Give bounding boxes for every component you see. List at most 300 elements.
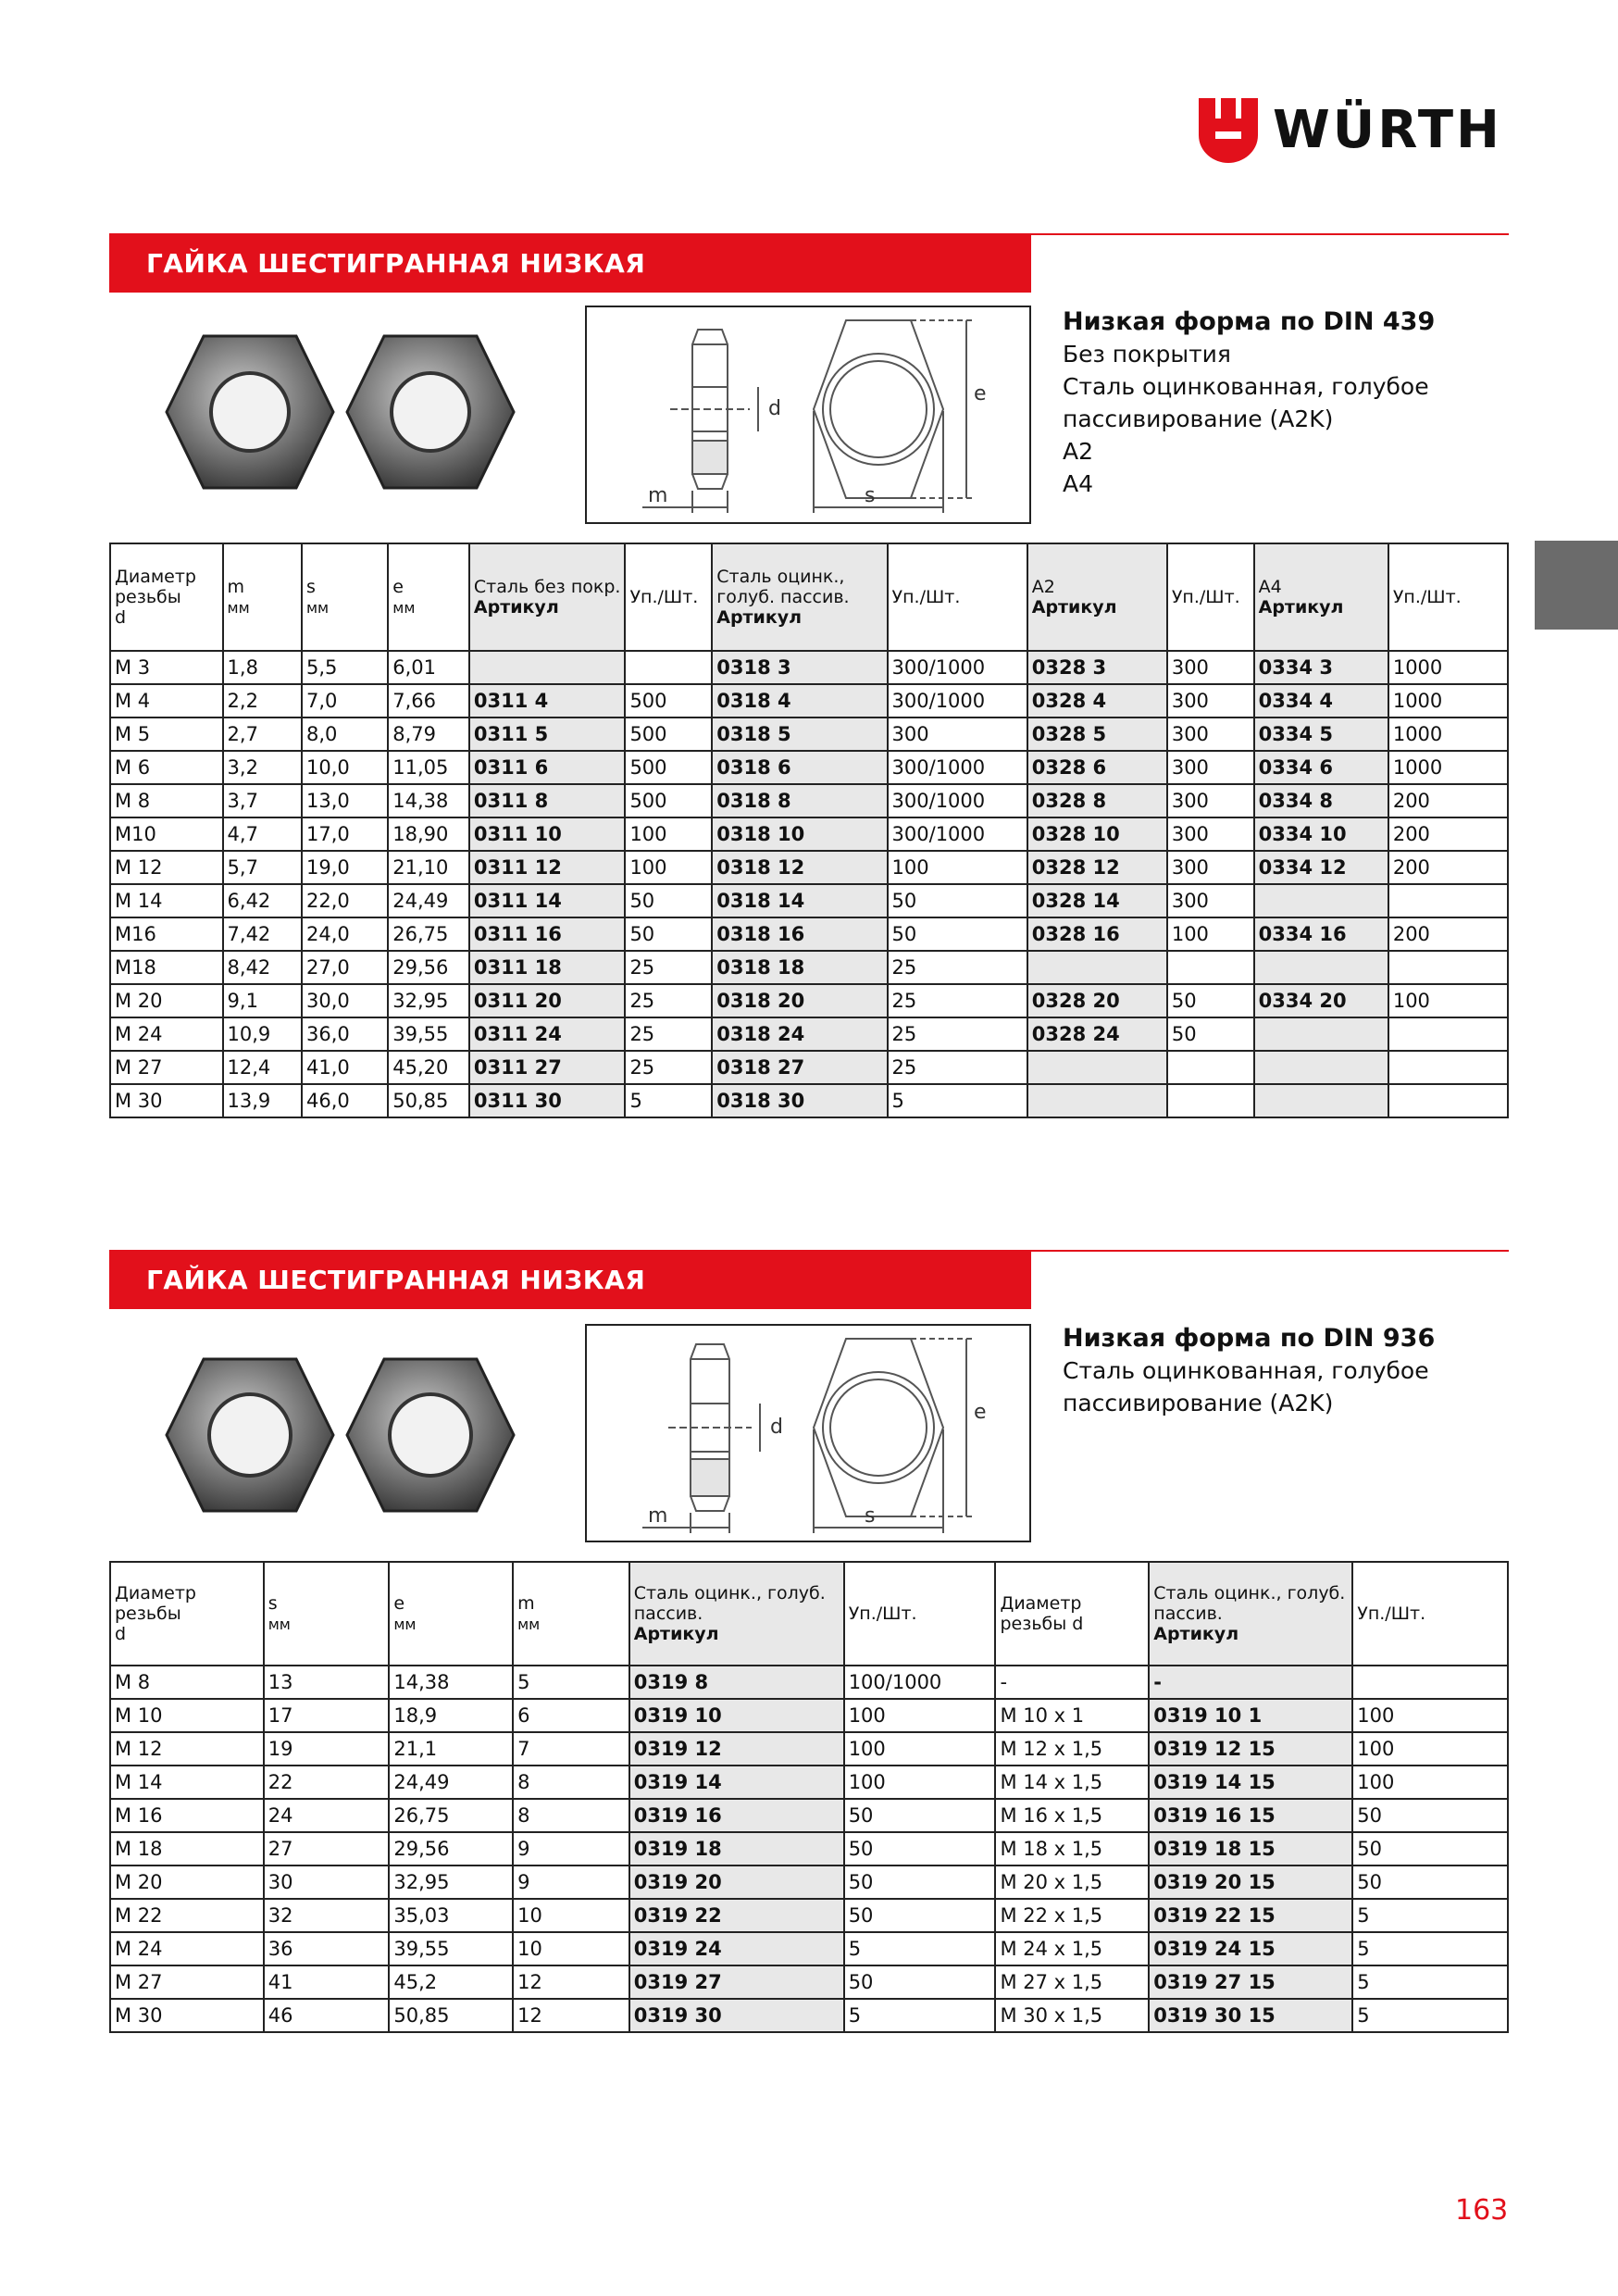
table-cell — [1388, 951, 1508, 984]
table-cell: 41 — [264, 1965, 390, 1999]
table-cell: 0319 18 — [629, 1832, 844, 1866]
table-cell: 0328 20 — [1027, 984, 1167, 1017]
table-cell: M 10 — [110, 1699, 264, 1732]
table-cell: 0334 16 — [1254, 917, 1388, 951]
table-cell: 29,56 — [388, 951, 469, 984]
table-cell: 27 — [264, 1832, 390, 1866]
table-row — [110, 1799, 1508, 1832]
table-cell: 21,10 — [388, 851, 469, 884]
section2-table — [109, 1561, 1509, 2033]
table-cell: 0318 6 — [712, 751, 887, 784]
table-cell: 0319 22 — [629, 1899, 844, 1932]
table-cell: 9 — [513, 1866, 629, 1899]
table-cell: 0318 24 — [712, 1017, 887, 1051]
diagram2-label-m: m — [648, 1504, 668, 1528]
table-cell: 0328 8 — [1027, 784, 1167, 817]
table-cell: 300 — [888, 718, 1027, 751]
table-cell — [1254, 1051, 1388, 1084]
diagram2-label-s: s — [865, 1504, 876, 1528]
section1-desc-line: A2 — [1063, 438, 1094, 465]
table-cell: 300 — [1167, 851, 1254, 884]
table-cell: 0318 16 — [712, 917, 887, 951]
table-cell: 0319 14 15 — [1149, 1766, 1352, 1799]
table-cell — [469, 651, 626, 684]
table-cell: 0334 5 — [1254, 718, 1388, 751]
table-cell: 13,0 — [302, 784, 388, 817]
table-cell: 0319 10 — [629, 1699, 844, 1732]
table-cell: 26,75 — [389, 1799, 513, 1832]
table-cell: 8 — [513, 1766, 629, 1799]
table-row — [110, 1017, 1508, 1051]
table-row — [110, 1932, 1508, 1965]
table-cell — [1388, 1051, 1508, 1084]
table-cell: 300 — [1167, 684, 1254, 718]
table-cell: 25 — [888, 951, 1027, 984]
table-cell: 3,7 — [223, 784, 302, 817]
header-e: e мм — [389, 1562, 513, 1666]
header-zinc-article: Сталь оцинк., голуб. пассив. Артикул — [629, 1562, 844, 1666]
table-cell: 0319 30 15 — [1149, 1999, 1352, 2032]
section1-desc-line: пассивирование (A2K) — [1063, 406, 1334, 432]
table-cell: 0318 30 — [712, 1084, 887, 1117]
table-row — [110, 1999, 1508, 2032]
table-cell: 13 — [264, 1666, 390, 1699]
table-row — [110, 817, 1508, 851]
table-cell: 0311 6 — [469, 751, 626, 784]
table-cell — [1167, 1084, 1254, 1117]
table-cell: 0328 16 — [1027, 917, 1167, 951]
table-cell: 50,85 — [388, 1084, 469, 1117]
table-cell: 0311 27 — [469, 1051, 626, 1084]
section2-desc-line: пассивирование (A2K) — [1063, 1390, 1334, 1416]
diagram1-label-e: e — [974, 382, 987, 406]
table-cell: 0319 24 15 — [1149, 1932, 1352, 1965]
table-cell: M 27 — [110, 1965, 264, 1999]
table-cell: 10,9 — [223, 1017, 302, 1051]
section2-nut-photo — [148, 1342, 518, 1528]
table-cell: 0311 18 — [469, 951, 626, 984]
table-cell: 5 — [1352, 1999, 1508, 2032]
table-cell: 0319 16 — [629, 1799, 844, 1832]
table-cell: 0328 4 — [1027, 684, 1167, 718]
table-cell: 25 — [888, 1017, 1027, 1051]
table-cell: 200 — [1388, 817, 1508, 851]
table-cell — [1388, 1084, 1508, 1117]
section2-standard: Низкая форма по DIN 936 — [1063, 1324, 1436, 1353]
table-cell — [1254, 1084, 1388, 1117]
header-s: s мм — [264, 1562, 390, 1666]
table-cell: 0334 12 — [1254, 851, 1388, 884]
table-cell: 36 — [264, 1932, 390, 1965]
table-cell: 21,1 — [389, 1732, 513, 1766]
table-cell: 25 — [888, 984, 1027, 1017]
table-cell: 100 — [625, 851, 712, 884]
table-cell: 0319 10 1 — [1149, 1699, 1352, 1732]
table-cell: 24,49 — [388, 884, 469, 917]
wurth-logo-icon — [1199, 98, 1258, 163]
table-cell — [1254, 884, 1388, 917]
table-row — [110, 1699, 1508, 1732]
table-cell: M 14 — [110, 884, 223, 917]
table-cell: M 24 — [110, 1932, 264, 1965]
table-cell: 14,38 — [388, 784, 469, 817]
table-cell: 36,0 — [302, 1017, 388, 1051]
table-row — [110, 951, 1508, 984]
table-cell: M 12 — [110, 1732, 264, 1766]
table-cell: 50 — [844, 1899, 996, 1932]
table-cell: M 20 — [110, 984, 223, 1017]
table-cell: 39,55 — [389, 1932, 513, 1965]
table-cell: 5 — [625, 1084, 712, 1117]
header-a2-article: A2 Артикул — [1027, 543, 1167, 651]
table-cell: 0328 5 — [1027, 718, 1167, 751]
table-cell: 7 — [513, 1732, 629, 1766]
table-cell: 26,75 — [388, 917, 469, 951]
table-cell: 19 — [264, 1732, 390, 1766]
table-cell: 0319 16 15 — [1149, 1799, 1352, 1832]
table-cell: M 22 x 1,5 — [995, 1899, 1149, 1932]
section1-standard: Низкая форма по DIN 439 — [1063, 307, 1436, 336]
table-cell: 0311 4 — [469, 684, 626, 718]
table-cell: 0334 20 — [1254, 984, 1388, 1017]
table-cell: 32 — [264, 1899, 390, 1932]
header-e: e мм — [388, 543, 469, 651]
table-cell: 30 — [264, 1866, 390, 1899]
table-cell: 0318 5 — [712, 718, 887, 751]
table-cell: 0319 30 — [629, 1999, 844, 2032]
table-cell: M 12 — [110, 851, 223, 884]
section1-nut-photo — [148, 319, 518, 505]
table-cell: 100 — [1352, 1699, 1508, 1732]
table-cell: 6 — [513, 1699, 629, 1732]
table-cell: M 24 x 1,5 — [995, 1932, 1149, 1965]
table-cell: 300 — [1167, 718, 1254, 751]
table-cell: 300 — [1167, 817, 1254, 851]
table-cell — [1167, 1051, 1254, 1084]
header-pack: Уп./Шт. — [625, 543, 712, 651]
table-cell: M 4 — [110, 684, 223, 718]
table-cell — [1027, 1084, 1167, 1117]
table-cell: 50 — [844, 1866, 996, 1899]
table-cell: 50 — [625, 917, 712, 951]
table-cell: 300/1000 — [888, 817, 1027, 851]
table-cell: 300 — [1167, 751, 1254, 784]
table-cell: 0311 14 — [469, 884, 626, 917]
section1-desc-line: Без покрытия — [1063, 341, 1231, 368]
table-cell: 0328 6 — [1027, 751, 1167, 784]
table-cell: 9 — [513, 1832, 629, 1866]
table-cell: 300 — [1167, 651, 1254, 684]
table-cell: M 12 x 1,5 — [995, 1732, 1149, 1766]
table-cell: 25 — [625, 1051, 712, 1084]
table-cell — [1388, 884, 1508, 917]
table-cell: 300/1000 — [888, 784, 1027, 817]
diagram1-label-d: d — [768, 397, 781, 420]
table-cell: 200 — [1388, 917, 1508, 951]
table-cell: 50 — [844, 1965, 996, 1999]
table-cell: 0311 20 — [469, 984, 626, 1017]
table-cell: 10 — [513, 1932, 629, 1965]
table-cell: 14,38 — [389, 1666, 513, 1699]
table-cell: 100/1000 — [844, 1666, 996, 1699]
table-cell: 0318 20 — [712, 984, 887, 1017]
table-cell: 7,0 — [302, 684, 388, 718]
table-cell: 6,42 — [223, 884, 302, 917]
table-cell: M 27 — [110, 1051, 223, 1084]
table-row — [110, 884, 1508, 917]
table-cell: M 16 x 1,5 — [995, 1799, 1149, 1832]
table-cell: 12,4 — [223, 1051, 302, 1084]
table-cell: 0328 24 — [1027, 1017, 1167, 1051]
table-row — [110, 684, 1508, 718]
table-cell: 0334 10 — [1254, 817, 1388, 851]
table-row — [110, 651, 1508, 684]
table-cell: 25 — [625, 951, 712, 984]
table-cell: 50 — [1352, 1799, 1508, 1832]
header-diameter: Диаметр резьбы d — [110, 543, 223, 651]
table-cell — [1027, 951, 1167, 984]
table-cell: 1000 — [1388, 718, 1508, 751]
table-cell: 300/1000 — [888, 651, 1027, 684]
table-row — [110, 1766, 1508, 1799]
header-fine-diameter: Диаметр резьбы d — [995, 1562, 1149, 1666]
table-cell: M 18 — [110, 1832, 264, 1866]
header-a4-article: A4 Артикул — [1254, 543, 1388, 651]
table-cell: 46,0 — [302, 1084, 388, 1117]
diagram2-label-e: e — [974, 1401, 987, 1424]
table-cell: 100 — [625, 817, 712, 851]
table-cell: 10 — [513, 1899, 629, 1932]
table-cell: 8,79 — [388, 718, 469, 751]
table-cell: M 8 — [110, 1666, 264, 1699]
table-cell: 0319 12 — [629, 1732, 844, 1766]
table-cell: 0318 4 — [712, 684, 887, 718]
table-cell: M 30 x 1,5 — [995, 1999, 1149, 2032]
section1-table-body — [110, 651, 1508, 1117]
table-cell: 0318 10 — [712, 817, 887, 851]
table-cell: 0311 10 — [469, 817, 626, 851]
table-cell: 50 — [1352, 1866, 1508, 1899]
table-cell: 0328 14 — [1027, 884, 1167, 917]
header-pack: Уп./Шт. — [1167, 543, 1254, 651]
table-cell: 0319 20 15 — [1149, 1866, 1352, 1899]
table-cell: 0328 3 — [1027, 651, 1167, 684]
table-cell: 300/1000 — [888, 751, 1027, 784]
table-cell — [1388, 1017, 1508, 1051]
table-cell: 0318 14 — [712, 884, 887, 917]
table-cell: 300 — [1167, 784, 1254, 817]
table-cell — [625, 651, 712, 684]
table-cell: 0334 3 — [1254, 651, 1388, 684]
section-tab — [1535, 541, 1618, 630]
table-row — [110, 851, 1508, 884]
table-cell: 10,0 — [302, 751, 388, 784]
table-cell: 0334 6 — [1254, 751, 1388, 784]
table-cell: 500 — [625, 684, 712, 718]
table-cell: 8,0 — [302, 718, 388, 751]
table-cell: 200 — [1388, 851, 1508, 884]
table-cell: 0311 5 — [469, 718, 626, 751]
table-cell: M 22 — [110, 1899, 264, 1932]
table-cell: 100 — [1352, 1766, 1508, 1799]
section1-table — [109, 543, 1509, 1118]
section1-header-row — [110, 543, 1508, 651]
section1-banner: ГАЙКА ШЕСТИГРАННАЯ НИЗКАЯ — [109, 235, 1031, 293]
table-cell: M 16 — [110, 1799, 264, 1832]
table-cell: 100 — [1352, 1732, 1508, 1766]
table-row — [110, 1899, 1508, 1932]
table-cell: 0318 27 — [712, 1051, 887, 1084]
header-steel-article: Сталь без покр. Артикул — [469, 543, 626, 651]
table-cell: 50 — [844, 1799, 996, 1832]
header-pack: Уп./Шт. — [1352, 1562, 1508, 1666]
table-cell: 12 — [513, 1965, 629, 1999]
table-row — [110, 1866, 1508, 1899]
table-cell: 100 — [1388, 984, 1508, 1017]
wurth-logo — [1199, 98, 1502, 163]
table-cell: 0311 12 — [469, 851, 626, 884]
table-cell: 100 — [1167, 917, 1254, 951]
table-cell: M 5 — [110, 718, 223, 751]
table-cell: 0334 8 — [1254, 784, 1388, 817]
table-cell: 8 — [513, 1799, 629, 1832]
table-cell: 0311 8 — [469, 784, 626, 817]
table-cell: 19,0 — [302, 851, 388, 884]
table-cell: 50 — [888, 884, 1027, 917]
table-cell: 100 — [844, 1699, 996, 1732]
table-cell: 29,56 — [389, 1832, 513, 1866]
table-cell: 25 — [625, 984, 712, 1017]
table-cell: 9,1 — [223, 984, 302, 1017]
table-cell: M 24 — [110, 1017, 223, 1051]
table-cell: 0318 3 — [712, 651, 887, 684]
table-cell: 24,0 — [302, 917, 388, 951]
table-cell: 0311 24 — [469, 1017, 626, 1051]
table-row — [110, 1666, 1508, 1699]
table-cell: 300/1000 — [888, 684, 1027, 718]
table-cell: M16 — [110, 917, 223, 951]
table-cell: 2,7 — [223, 718, 302, 751]
table-cell: 0328 10 — [1027, 817, 1167, 851]
table-cell: 5 — [844, 1999, 996, 2032]
table-cell: M 18 x 1,5 — [995, 1832, 1149, 1866]
table-cell: M 20 x 1,5 — [995, 1866, 1149, 1899]
table-row — [110, 1051, 1508, 1084]
table-cell: 300 — [1167, 884, 1254, 917]
table-cell: M 30 — [110, 1084, 223, 1117]
table-cell: M 14 — [110, 1766, 264, 1799]
table-row — [110, 784, 1508, 817]
table-cell: M 30 — [110, 1999, 264, 2032]
table-cell — [1027, 1051, 1167, 1084]
table-cell: 500 — [625, 718, 712, 751]
brand-name: WÜRTH — [1273, 100, 1502, 160]
section2-banner: ГАЙКА ШЕСТИГРАННАЯ НИЗКАЯ — [109, 1252, 1031, 1309]
table-cell: M 20 — [110, 1866, 264, 1899]
table-cell: 0319 8 — [629, 1666, 844, 1699]
table-cell: 17,0 — [302, 817, 388, 851]
table-cell: 0319 12 15 — [1149, 1732, 1352, 1766]
table-cell: 27,0 — [302, 951, 388, 984]
table-cell: M 8 — [110, 784, 223, 817]
table-row — [110, 1965, 1508, 1999]
header-pack: Уп./Шт. — [844, 1562, 996, 1666]
section1-desc-line: Сталь оцинкованная, голубое — [1063, 373, 1429, 400]
header-s: s мм — [302, 543, 388, 651]
table-cell: - — [1149, 1666, 1352, 1699]
table-cell — [1254, 951, 1388, 984]
table-cell: 200 — [1388, 784, 1508, 817]
table-cell: 50,85 — [389, 1999, 513, 2032]
table-cell: 50 — [1167, 1017, 1254, 1051]
table-cell: 5,7 — [223, 851, 302, 884]
table-cell: 0311 30 — [469, 1084, 626, 1117]
table-cell: 45,20 — [388, 1051, 469, 1084]
table-cell: 0319 27 15 — [1149, 1965, 1352, 1999]
section2-table-body — [110, 1666, 1508, 2032]
table-cell: 0319 22 15 — [1149, 1899, 1352, 1932]
table-cell: 0318 18 — [712, 951, 887, 984]
table-cell — [1254, 1017, 1388, 1051]
table-row — [110, 718, 1508, 751]
table-cell: 45,2 — [389, 1965, 513, 1999]
table-cell: 17 — [264, 1699, 390, 1732]
table-cell: M 14 x 1,5 — [995, 1766, 1149, 1799]
table-cell: 46 — [264, 1999, 390, 2032]
section2-dimension-diagram — [585, 1324, 1031, 1542]
table-cell: 50 — [1352, 1832, 1508, 1866]
table-cell — [1167, 951, 1254, 984]
table-cell: - — [995, 1666, 1149, 1699]
table-cell: 24,49 — [389, 1766, 513, 1799]
table-cell: 50 — [1167, 984, 1254, 1017]
table-cell: 22,0 — [302, 884, 388, 917]
table-cell: 7,42 — [223, 917, 302, 951]
section2-description — [1063, 1322, 1435, 1419]
table-cell: 13,9 — [223, 1084, 302, 1117]
table-cell: 8,42 — [223, 951, 302, 984]
diagram1-label-m: m — [648, 484, 668, 507]
table-cell: M10 — [110, 817, 223, 851]
table-cell: 0328 12 — [1027, 851, 1167, 884]
table-cell: 5,5 — [302, 651, 388, 684]
header-zinc-article: Сталь оцинк., голуб. пассив. Артикул — [712, 543, 887, 651]
table-cell: 2,2 — [223, 684, 302, 718]
table-cell: 1000 — [1388, 651, 1508, 684]
table-cell: 22 — [264, 1766, 390, 1799]
section2-header-row — [110, 1562, 1508, 1666]
table-row — [110, 917, 1508, 951]
table-cell: 5 — [1352, 1899, 1508, 1932]
table-cell: 11,05 — [388, 751, 469, 784]
header-zinc-article-fine: Сталь оцинк., голуб. пассив. Артикул — [1149, 1562, 1352, 1666]
table-cell: 1000 — [1388, 751, 1508, 784]
section1-desc-line: A4 — [1063, 470, 1094, 497]
table-cell: 50 — [625, 884, 712, 917]
table-cell: M 6 — [110, 751, 223, 784]
table-cell: 5 — [1352, 1965, 1508, 1999]
table-cell: M 10 x 1 — [995, 1699, 1149, 1732]
table-cell: 5 — [1352, 1932, 1508, 1965]
table-cell: 32,95 — [388, 984, 469, 1017]
table-cell: 12 — [513, 1999, 629, 2032]
table-row — [110, 1084, 1508, 1117]
section2-desc-line: Сталь оцинкованная, голубое — [1063, 1357, 1429, 1384]
table-cell: 25 — [625, 1017, 712, 1051]
table-row — [110, 1732, 1508, 1766]
header-pack: Уп./Шт. — [1388, 543, 1508, 651]
table-cell: M 3 — [110, 651, 223, 684]
